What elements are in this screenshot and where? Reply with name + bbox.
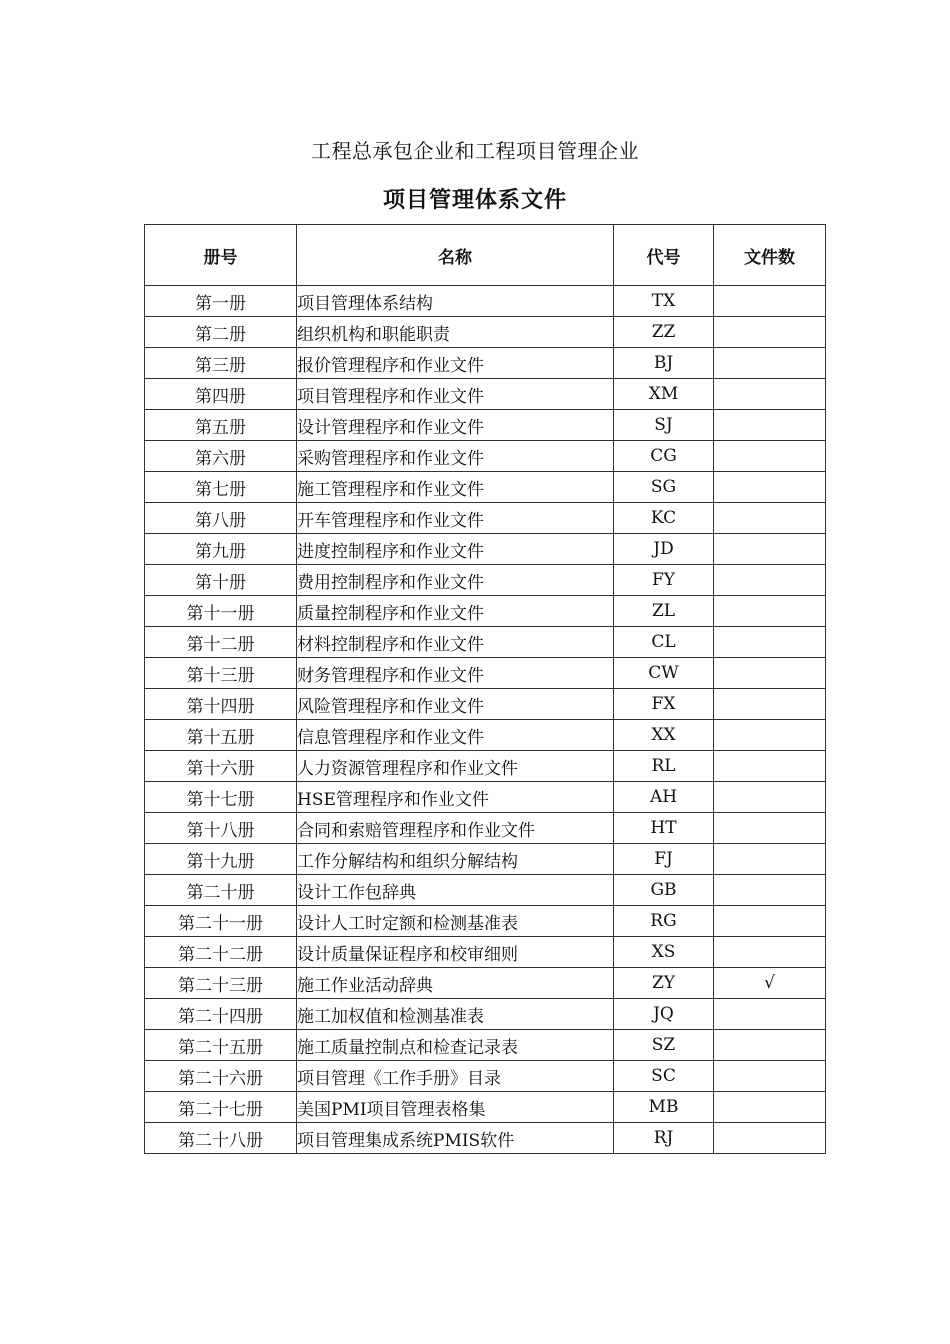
table-row xyxy=(145,1092,826,1123)
code-cell: ZL xyxy=(614,596,714,627)
name-cell: 项目管理《工作手册》目录 xyxy=(297,1061,614,1092)
name-cell: 风险管理程序和作业文件 xyxy=(297,689,614,720)
volume-cell: 第二十八册 xyxy=(145,1123,297,1154)
document-title: 项目管理体系文件 xyxy=(382,188,567,213)
volume-cell: 第二十三册 xyxy=(145,968,297,999)
name-cell: 报价管理程序和作业文件 xyxy=(297,348,614,379)
code-cell: XS xyxy=(614,937,714,968)
volume-cell: 第十三册 xyxy=(145,658,297,689)
count-cell xyxy=(714,627,826,658)
code-cell: ZY xyxy=(614,968,714,999)
table-row xyxy=(145,1123,826,1154)
column-header-code: 代号 xyxy=(614,225,714,286)
table-row xyxy=(145,410,826,441)
code-cell: XX xyxy=(614,720,714,751)
name-cell: 开车管理程序和作业文件 xyxy=(297,503,614,534)
table-row xyxy=(145,968,826,999)
code-cell: CW xyxy=(614,658,714,689)
volume-cell: 第四册 xyxy=(145,379,297,410)
volume-cell: 第二十册 xyxy=(145,875,297,906)
name-cell: 组织机构和职能职责 xyxy=(297,317,614,348)
document-index-table xyxy=(144,224,826,1154)
code-cell: RL xyxy=(614,751,714,782)
name-cell: 设计管理程序和作业文件 xyxy=(297,410,614,441)
code-cell: SG xyxy=(614,472,714,503)
table-row xyxy=(145,472,826,503)
count-cell xyxy=(714,534,826,565)
volume-cell: 第二十二册 xyxy=(145,937,297,968)
volume-cell: 第二册 xyxy=(145,317,297,348)
table-row xyxy=(145,503,826,534)
code-cell: SJ xyxy=(614,410,714,441)
count-cell xyxy=(714,720,826,751)
table-row xyxy=(145,813,826,844)
code-cell: KC xyxy=(614,503,714,534)
count-cell xyxy=(714,844,826,875)
volume-cell: 第十四册 xyxy=(145,689,297,720)
code-cell: SC xyxy=(614,1061,714,1092)
column-header-count: 文件数 xyxy=(714,225,826,286)
count-cell xyxy=(714,596,826,627)
table-row xyxy=(145,348,826,379)
name-cell: 施工管理程序和作业文件 xyxy=(297,472,614,503)
count-cell xyxy=(714,813,826,844)
table-row xyxy=(145,1030,826,1061)
count-cell xyxy=(714,937,826,968)
volume-cell: 第十五册 xyxy=(145,720,297,751)
code-cell: TX xyxy=(614,286,714,317)
volume-cell: 第三册 xyxy=(145,348,297,379)
table-row xyxy=(145,658,826,689)
count-cell xyxy=(714,658,826,689)
code-cell: JQ xyxy=(614,999,714,1030)
count-cell xyxy=(714,689,826,720)
table-row xyxy=(145,875,826,906)
document-subtitle: 工程总承包企业和工程项目管理企业 xyxy=(311,139,639,163)
name-cell: 施工加权值和检测基准表 xyxy=(297,999,614,1030)
name-cell: 设计工作包辞典 xyxy=(297,875,614,906)
table-row xyxy=(145,534,826,565)
code-cell: RJ xyxy=(614,1123,714,1154)
name-cell: 设计人工时定额和检测基准表 xyxy=(297,906,614,937)
volume-cell: 第十六册 xyxy=(145,751,297,782)
count-cell xyxy=(714,472,826,503)
name-cell: 项目管理集成系统PMIS软件 xyxy=(297,1123,614,1154)
name-cell: 采购管理程序和作业文件 xyxy=(297,441,614,472)
volume-cell: 第十八册 xyxy=(145,813,297,844)
code-cell: BJ xyxy=(614,348,714,379)
name-cell: 设计质量保证程序和校审细则 xyxy=(297,937,614,968)
count-cell xyxy=(714,286,826,317)
volume-cell: 第一册 xyxy=(145,286,297,317)
table-row xyxy=(145,317,826,348)
table-row xyxy=(145,596,826,627)
volume-cell: 第五册 xyxy=(145,410,297,441)
count-cell xyxy=(714,503,826,534)
code-cell: FX xyxy=(614,689,714,720)
volume-cell: 第十册 xyxy=(145,565,297,596)
table-row xyxy=(145,565,826,596)
name-cell: 财务管理程序和作业文件 xyxy=(297,658,614,689)
count-cell xyxy=(714,906,826,937)
volume-cell: 第十一册 xyxy=(145,596,297,627)
table-row xyxy=(145,999,826,1030)
table-header-row xyxy=(145,225,826,286)
count-cell xyxy=(714,1092,826,1123)
count-cell xyxy=(714,1123,826,1154)
name-cell: 质量控制程序和作业文件 xyxy=(297,596,614,627)
count-cell xyxy=(714,875,826,906)
table-row xyxy=(145,1061,826,1092)
code-cell: CG xyxy=(614,441,714,472)
name-cell: 费用控制程序和作业文件 xyxy=(297,565,614,596)
name-cell: 合同和索赔管理程序和作业文件 xyxy=(297,813,614,844)
count-cell xyxy=(714,999,826,1030)
count-cell xyxy=(714,782,826,813)
name-cell: 材料控制程序和作业文件 xyxy=(297,627,614,658)
code-cell: FY xyxy=(614,565,714,596)
table-row xyxy=(145,782,826,813)
volume-cell: 第七册 xyxy=(145,472,297,503)
code-cell: RG xyxy=(614,906,714,937)
table-row xyxy=(145,441,826,472)
name-cell: 信息管理程序和作业文件 xyxy=(297,720,614,751)
code-cell: XM xyxy=(614,379,714,410)
table-row xyxy=(145,379,826,410)
code-cell: AH xyxy=(614,782,714,813)
volume-cell: 第八册 xyxy=(145,503,297,534)
volume-cell: 第二十四册 xyxy=(145,999,297,1030)
name-cell: 项目管理程序和作业文件 xyxy=(297,379,614,410)
code-cell: CL xyxy=(614,627,714,658)
name-cell: 进度控制程序和作业文件 xyxy=(297,534,614,565)
code-cell: JD xyxy=(614,534,714,565)
count-cell xyxy=(714,751,826,782)
count-cell xyxy=(714,348,826,379)
table-row xyxy=(145,906,826,937)
table-row xyxy=(145,937,826,968)
name-cell: 施工作业活动辞典 xyxy=(297,968,614,999)
name-cell: 工作分解结构和组织分解结构 xyxy=(297,844,614,875)
code-cell: ZZ xyxy=(614,317,714,348)
volume-cell: 第十七册 xyxy=(145,782,297,813)
count-cell xyxy=(714,379,826,410)
column-header-volume: 册号 xyxy=(145,225,297,286)
volume-cell: 第六册 xyxy=(145,441,297,472)
table-row xyxy=(145,751,826,782)
table-row xyxy=(145,844,826,875)
table-body xyxy=(145,286,826,1154)
count-cell xyxy=(714,317,826,348)
column-header-name: 名称 xyxy=(297,225,614,286)
count-cell xyxy=(714,441,826,472)
name-cell: 美国PMI项目管理表格集 xyxy=(297,1092,614,1123)
volume-cell: 第十二册 xyxy=(145,627,297,658)
volume-cell: 第二十六册 xyxy=(145,1061,297,1092)
name-cell: 项目管理体系结构 xyxy=(297,286,614,317)
code-cell: MB xyxy=(614,1092,714,1123)
count-cell xyxy=(714,1030,826,1061)
table-row xyxy=(145,286,826,317)
table-row xyxy=(145,720,826,751)
count-cell xyxy=(714,565,826,596)
name-cell: 人力资源管理程序和作业文件 xyxy=(297,751,614,782)
code-cell: HT xyxy=(614,813,714,844)
count-cell xyxy=(714,1061,826,1092)
volume-cell: 第二十七册 xyxy=(145,1092,297,1123)
count-cell: √ xyxy=(714,968,826,999)
name-cell: 施工质量控制点和检查记录表 xyxy=(297,1030,614,1061)
code-cell: FJ xyxy=(614,844,714,875)
volume-cell: 第九册 xyxy=(145,534,297,565)
table-row xyxy=(145,689,826,720)
volume-cell: 第二十五册 xyxy=(145,1030,297,1061)
code-cell: SZ xyxy=(614,1030,714,1061)
table-row xyxy=(145,627,826,658)
count-cell xyxy=(714,410,826,441)
volume-cell: 第十九册 xyxy=(145,844,297,875)
volume-cell: 第二十一册 xyxy=(145,906,297,937)
name-cell: HSE管理程序和作业文件 xyxy=(297,782,614,813)
code-cell: GB xyxy=(614,875,714,906)
